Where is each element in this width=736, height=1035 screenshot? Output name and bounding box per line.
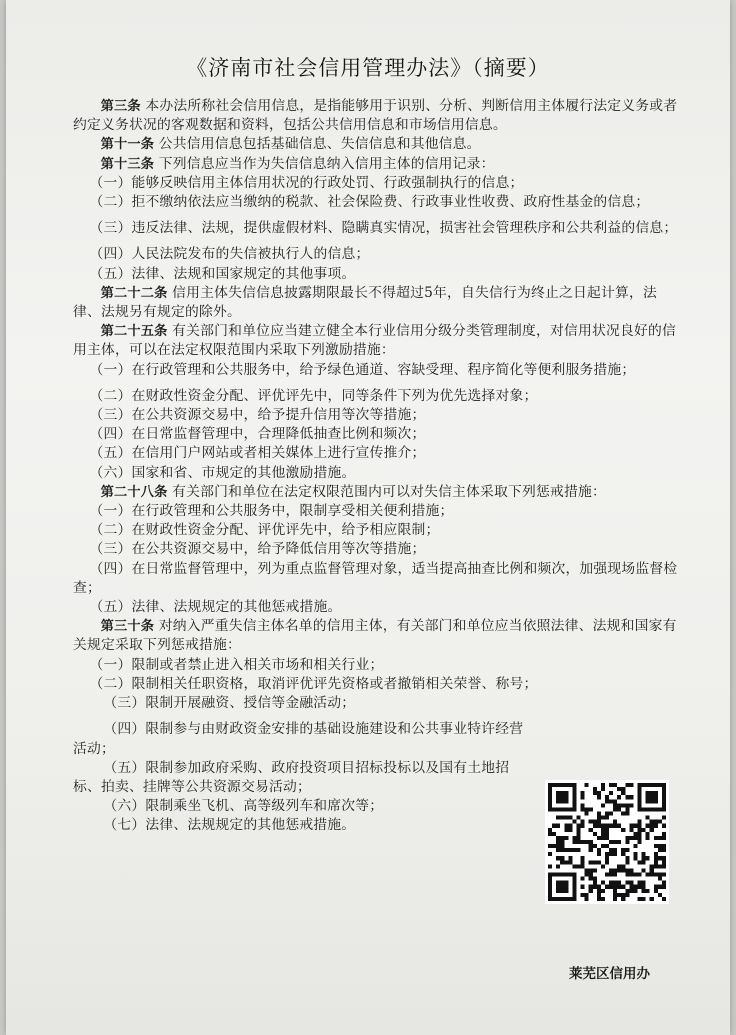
- list-item: （四）限制参与由财政资金安排的基础设施建设和公共事业特许经营活动；: [73, 721, 524, 757]
- article-text: 公共信用信息包括基础信息、失信信息和其他信息。: [158, 136, 481, 153]
- article-number: 第二十八条: [100, 484, 168, 500]
- article-number: 第十一条: [100, 137, 155, 153]
- list-item: （三）违反法律、法规，提供虚假材料、隐瞒真实情况，损害社会管理秩序和公共利益的信息；: [89, 220, 678, 237]
- list-item: （六）限制乘坐飞机、高等级列车和席次等；: [103, 798, 384, 815]
- list-item: （七）法律、法规规定的其他惩戒措施。: [103, 817, 356, 834]
- article-22: [73, 284, 679, 322]
- article-text: 本办法所称社会信用信息，是指能够用于识别、分析、判断信用主体履行法定义务或者约定义务状况的客观数据和资料，包括公共信用信息和市场信用信息。: [73, 98, 678, 134]
- list-item: （二）限制相关任职资格，取消评优评先资格或者撤销相关荣誉、称号；: [89, 675, 538, 692]
- article-number: 第十三条: [100, 156, 155, 172]
- document-title: 《济南市社会信用管理办法》（摘要）: [186, 56, 550, 80]
- article-text: 信用主体失信信息披露期限最长不得超过5年，自失信行为终止之日起计算，法律、法规另有规定的除外。: [73, 284, 657, 321]
- article-13: [73, 155, 679, 174]
- article-30: [73, 617, 679, 655]
- document-body: [73, 97, 679, 836]
- list-item: （一）在行政管理和公共服务中，限制享受相关便利措施；: [89, 503, 454, 520]
- article-3: [73, 97, 679, 135]
- list-item: （二）拒不缴纳依法应当缴纳的税款、社会保险费、行政事业性收费、政府性基金的信息；: [89, 194, 650, 211]
- list-item: （五）在信用门户网站或者相关媒体上进行宣传推介；: [89, 445, 426, 462]
- list-item: （五）法律、法规规定的其他惩戒措施。: [89, 599, 342, 616]
- qr-code: [545, 780, 669, 904]
- article-text: 下列信息应当作为失信信息纳入信用主体的信用记录：: [158, 155, 495, 172]
- list-item: （四）在日常监督管理中，合理降低抽查比例和频次；: [89, 426, 426, 443]
- article-number: 第二十五条: [100, 324, 168, 340]
- article-28: [73, 483, 679, 502]
- qr-code-icon: [548, 783, 666, 901]
- article-text: 有关部门和单位应当建立健全本行业信用分级分类管理制度，对信用状况良好的信用主体，可以在法定权限范围内采取下列激励措施：: [73, 323, 677, 359]
- list-item: （五）法律、法规和国家规定的其他事项。: [89, 265, 356, 282]
- list-item: （一）限制或者禁止进入相关市场和相关行业；: [89, 656, 384, 673]
- list-item: （四）在日常监督管理中，列为重点监督管理对象，适当提高抽查比例和频次，加强现场监督检查；: [73, 560, 678, 596]
- list-item: （四）人民法院发布的失信被执行人的信息；: [89, 246, 370, 263]
- article-11: [73, 135, 679, 154]
- list-item: （三）在公共资源交易中，给予降低信用等次等措施；: [89, 541, 426, 558]
- list-item: （三）在公共资源交易中，给予提升信用等次等措施；: [89, 407, 426, 424]
- article-number: 第三条: [100, 99, 141, 114]
- article-number: 第三十条: [100, 619, 155, 635]
- list-item: （五）限制参加政府采购、政府投资项目招标投标以及国有土地招标、拍卖、挂牌等公共资源交易活动；: [73, 759, 510, 795]
- list-item: （一）在行政管理和公共服务中，给予绿色通道、容缺受理、程序简化等便利服务措施；: [89, 361, 636, 378]
- list-item: （二）在财政性资金分配、评优评先中，给予相应限制；: [89, 522, 440, 539]
- article-number: 第二十二条: [100, 285, 168, 301]
- article-text: 对纳入严重失信主体名单的信用主体，有关部门和单位应当依照法律、法规和国家有关规定采取下列惩戒措施：: [73, 618, 677, 654]
- signature: 莱芜区信用办: [569, 966, 650, 982]
- list-item: （二）在财政性资金分配、评优评先中，同等条件下列为优先选择对象；: [89, 387, 538, 404]
- article-25: [73, 322, 679, 360]
- list-item: （一）能够反映信用主体信用状况的行政处罚、行政强制执行的信息；: [89, 174, 524, 191]
- list-item: （六）国家和省、市规定的其他激励措施。: [89, 464, 356, 481]
- list-item: （三）限制开展融资、授信等金融活动；: [103, 695, 356, 712]
- article-text: 有关部门和单位在法定权限范围内可以对失信主体采取下列惩戒措施：: [172, 483, 607, 500]
